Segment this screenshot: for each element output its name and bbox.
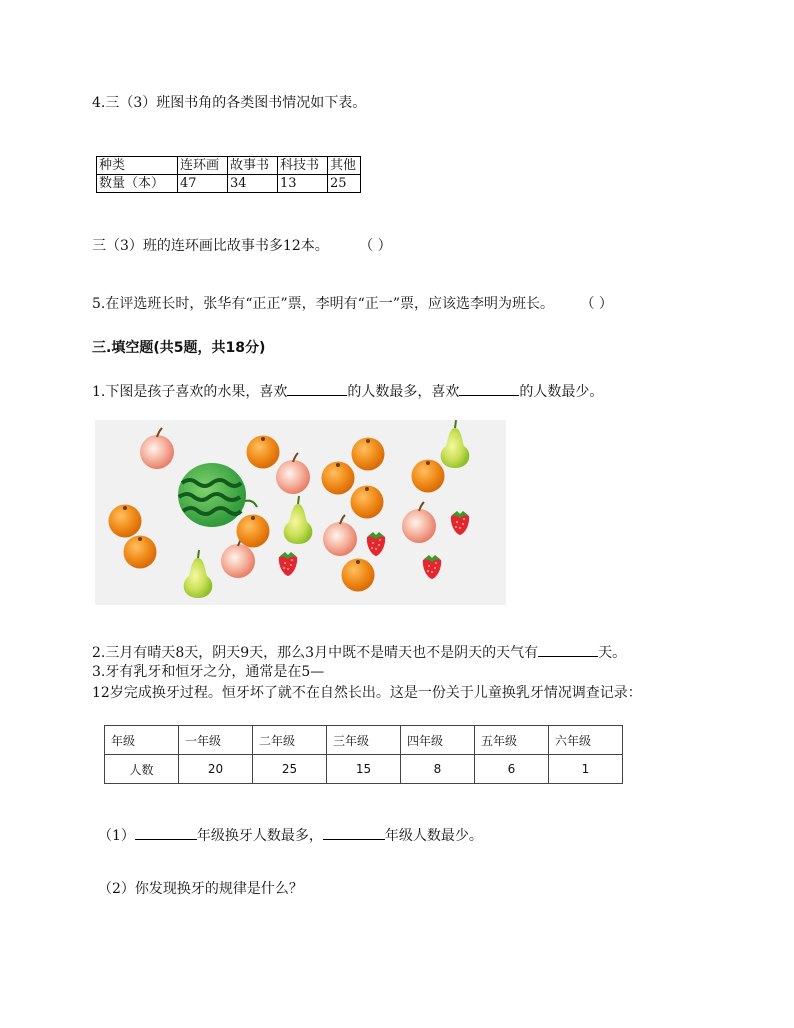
fill2-question [92,642,626,662]
section-title: 三.填空题(共5题，共18分) [92,340,266,356]
table-cell: 25 [253,755,327,784]
fill1-part2: 的人数最多，喜欢 [347,384,460,400]
table-cell: 人数 [105,755,179,784]
sub1-mid: 年级换牙人数最多， [196,828,323,844]
fill2-part2: 天。 [598,645,627,661]
apple-icon [323,515,357,556]
orange-icon [124,536,157,569]
table-cell: 34 [228,175,278,193]
table-cell: 年级 [105,726,179,755]
apple-icon [402,502,436,543]
q4-statement [92,237,392,255]
q4-intro: 4.三（3）班图书角的各类图书情况如下表。 [92,95,367,111]
table-cell: 15 [327,755,401,784]
orange-icon [352,438,385,471]
table-row [97,175,361,193]
answer-blank[interactable] [538,642,598,657]
table-cell: 6 [475,755,549,784]
table-cell: 故事书 [228,157,278,175]
fill3-line2: 12岁完成换牙过程。恒牙坏了就不在自然长出。这是一份关于儿童换乳牙情况调查记录： [92,685,642,701]
fill1-part3: 的人数最少。 [519,384,604,400]
orange-icon [109,505,142,538]
table-cell: 8 [401,755,475,784]
table-cell: 种类 [97,157,178,175]
table-cell: 20 [179,755,253,784]
orange-icon [247,436,280,469]
table-row [97,157,361,175]
answer-blank[interactable] [135,825,197,840]
fill3-sub2: （2）你发现换牙的规律是什么？ [98,881,303,897]
table-cell: 1 [549,755,623,784]
teeth-table [104,725,623,784]
q4-answer-paren[interactable]: （ ） [359,238,392,254]
table-cell: 二年级 [253,726,327,755]
strawberry-icon [367,532,385,556]
fill2-part1: 2.三月有晴天8天，阴天9天，那么3月中既不是晴天也不是阴天的天气有 [92,645,539,661]
q4-statement-text: 三（3）班的连环画比故事书多12本。 [92,238,329,254]
orange-icon [237,515,270,548]
apple-icon [276,453,310,494]
orange-icon [351,486,384,519]
q5-answer-paren[interactable]: （ ） [580,296,613,312]
answer-blank[interactable] [323,825,385,840]
book-table [96,156,361,193]
table-row [105,755,623,784]
orange-icon [412,460,445,493]
table-cell: 六年级 [549,726,623,755]
table-cell: 四年级 [401,726,475,755]
table-cell: 47 [178,175,228,193]
q5-statement-text: 5.在评选班长时，张华有“正正”票，李明有“正一”票，应该选李明为班长。 [92,296,554,312]
table-cell: 数量（本） [97,175,178,193]
fill1-part1: 1.下图是孩子喜欢的水果，喜欢 [92,384,288,400]
strawberry-icon [423,555,441,579]
sub1-prefix: （1） [98,828,135,844]
orange-icon [322,462,355,495]
answer-blank[interactable] [459,381,519,396]
strawberry-icon [279,552,297,576]
fill1-question [92,381,603,401]
table-cell: 13 [278,175,328,193]
answer-blank[interactable] [287,381,347,396]
pear-icon [441,420,470,468]
apple-icon [140,428,174,469]
table-cell: 五年级 [475,726,549,755]
pear-icon [184,550,213,598]
table-row [105,726,623,755]
fill3-sub1 [98,825,483,845]
fruit-picture [95,420,506,605]
table-cell: 科技书 [278,157,328,175]
table-cell: 连环画 [178,157,228,175]
table-cell: 25 [328,175,361,193]
fill3-line1: 3.牙有乳牙和恒牙之分，通常是在5— [92,664,325,680]
strawberry-icon [451,511,469,535]
sub1-end: 年级人数最少。 [384,828,483,844]
orange-icon [342,559,375,592]
q5-statement [92,295,613,313]
table-cell: 三年级 [327,726,401,755]
table-cell: 其他 [328,157,361,175]
pear-icon [284,496,313,544]
table-cell: 一年级 [179,726,253,755]
